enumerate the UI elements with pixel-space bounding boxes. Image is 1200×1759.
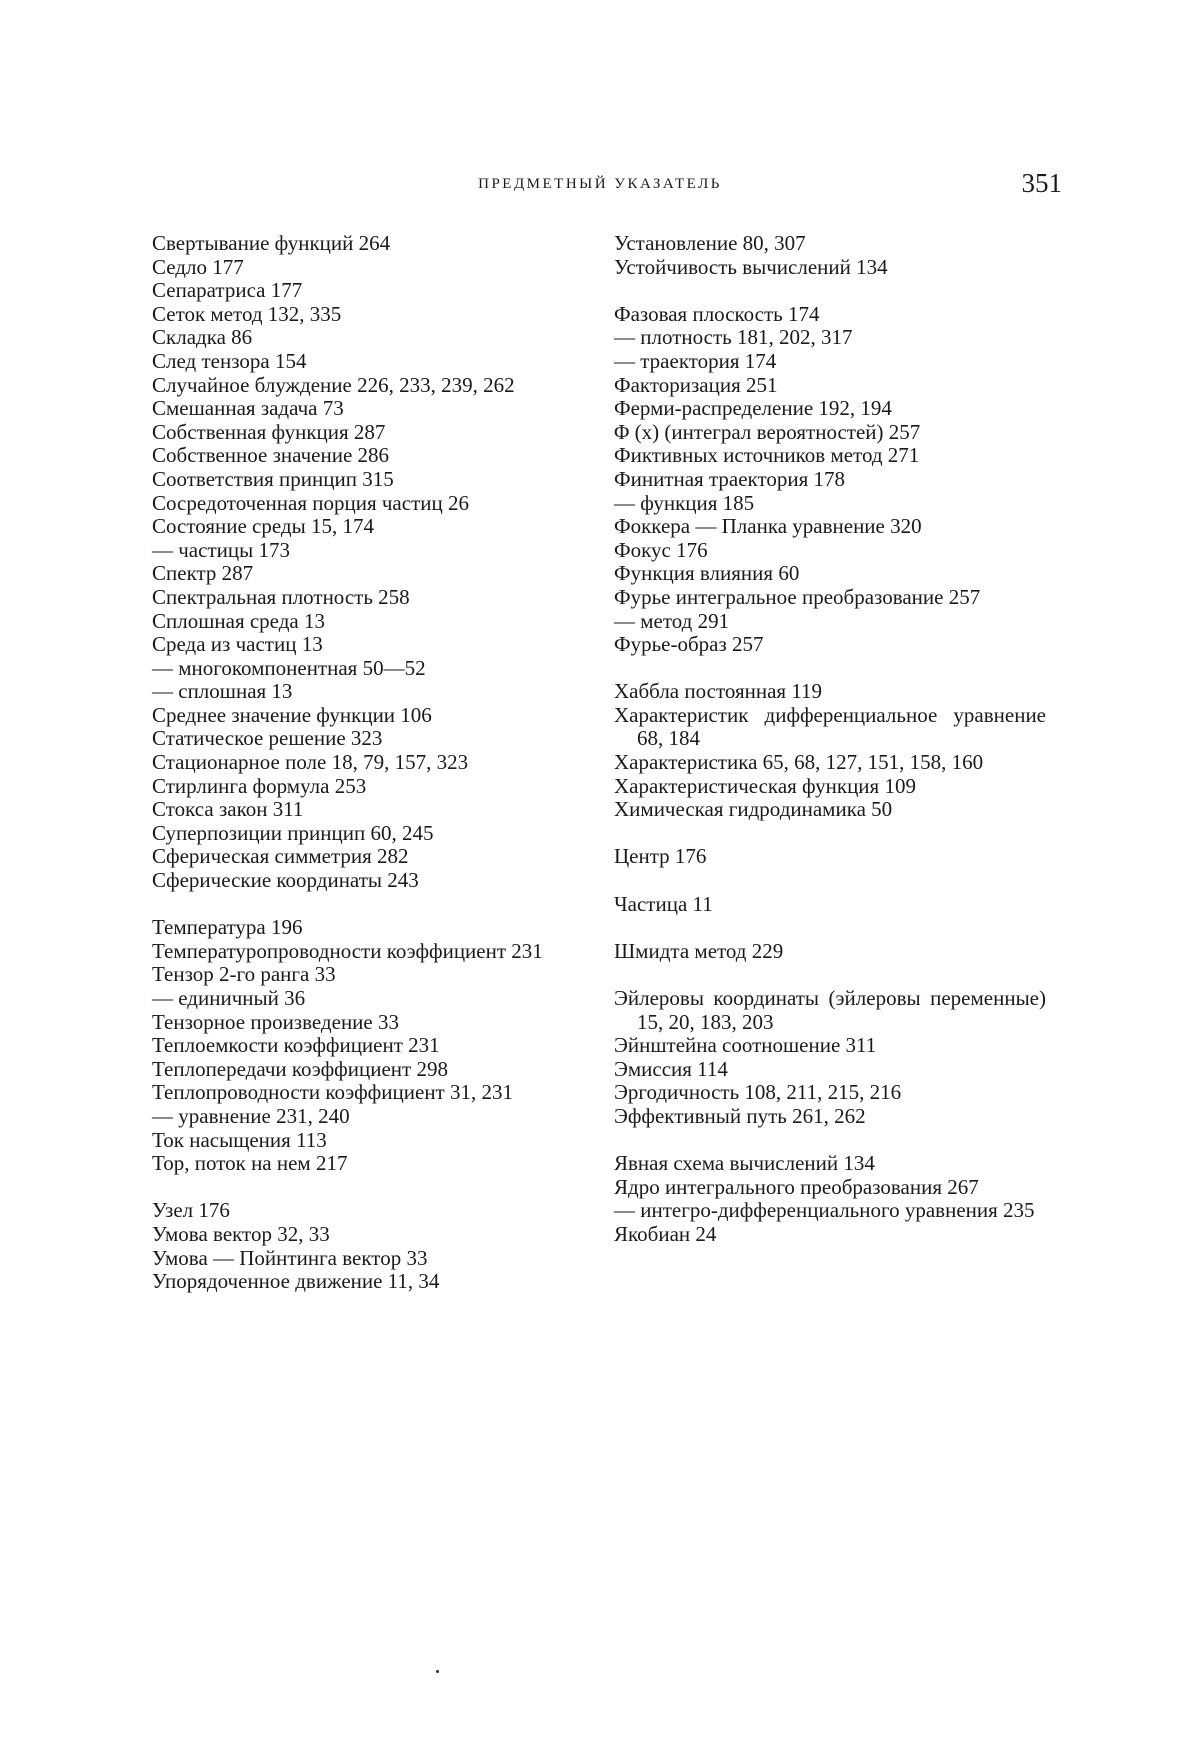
index-entry: Тензорное произведение 33	[152, 1009, 399, 1034]
index-entry: — сплошная 13	[152, 679, 293, 704]
index-entry: Теплоемкости коэффициент 231	[152, 1033, 440, 1058]
index-entry: Устойчивость вычислений 134	[614, 254, 888, 279]
index-entry: Суперпозиции принцип 60, 245	[152, 820, 434, 845]
index-entry: Свертывание функций 264	[152, 231, 391, 255]
index-entry: Спектральная плотность 258	[152, 584, 410, 609]
page-header	[150, 168, 1062, 206]
index-entry: След тензора 154	[152, 348, 307, 373]
index-entry: Упорядоченное движение 11, 34	[152, 1269, 440, 1294]
index-entry: Характеристик дифференциальное уравнение 68, 184	[614, 702, 1046, 751]
index-entry: Ток насыщения 113	[152, 1127, 327, 1152]
index-entry: Центр 176	[614, 844, 707, 869]
index-entry: Умова вектор 32, 33	[152, 1221, 330, 1246]
index-entry: Сосредоточенная порция частиц 26	[152, 490, 469, 515]
index-entry: Ядро интегрального преобразования 267	[614, 1174, 979, 1199]
index-entry: Сферические координаты 243	[152, 868, 419, 893]
index-entry: Фурье интегральное преобразование 257	[614, 584, 981, 609]
index-column-left	[152, 232, 584, 1294]
index-entry: — частицы 173	[152, 537, 290, 562]
index-entry: Спектр 287	[152, 561, 254, 586]
index-entry: — функция 185	[614, 490, 755, 515]
index-entry: Статическое решение 323	[152, 726, 383, 751]
page-number: 351	[1021, 168, 1062, 198]
index-entry: Эргодичность 108, 211, 215, 216	[614, 1080, 902, 1105]
running-title: ПРЕДМЕТНЫЙ УКАЗАТЕЛЬ	[478, 176, 722, 192]
index-entry: Сплошная среда 13	[152, 608, 325, 633]
index-entry: Стокса закон 311	[152, 797, 304, 822]
index-entry: Тензор 2-го ранга 33	[152, 962, 336, 987]
index-entry: Стационарное поле 18, 79, 157, 323	[152, 750, 469, 775]
index-entry: Среда из частиц 13	[152, 632, 323, 657]
index-entry: Φ (x) (интеграл вероятностей) 257	[614, 419, 921, 444]
index-entry: Функция влияния 60	[614, 561, 800, 586]
index-entry: — многокомпонентная 50—52	[152, 655, 426, 680]
index-entry: Температура 196	[152, 915, 303, 940]
index-entry: Химическая гидродинамика 50	[614, 797, 893, 822]
index-entry: Фиктивных источников метод 271	[614, 443, 920, 468]
stray-mark	[436, 1670, 439, 1673]
index-entry: Соответствия принцип 315	[152, 466, 394, 491]
index-entry: Собственная функция 287	[152, 419, 386, 444]
index-entry: — уравнение 231, 240	[152, 1103, 350, 1128]
index-entry: Узел 176	[152, 1198, 230, 1223]
index-entry: Эмиссия 114	[614, 1056, 728, 1081]
index-entry: Якобиан 24	[614, 1221, 717, 1246]
index-entry: Сепаратриса 177	[152, 278, 303, 303]
index-entry: Собственное значение 286	[152, 443, 390, 468]
index-entry: — единичный 36	[152, 986, 306, 1010]
index-entry: — метод 291	[614, 608, 730, 633]
index-entry: Теплопередачи коэффициент 298	[152, 1056, 448, 1081]
index-entry: Хаббла постоянная 119	[614, 679, 823, 704]
index-column-right	[614, 232, 1046, 1247]
index-entry: Явная схема вычислений 134	[614, 1151, 875, 1176]
index-entry: Седло 177	[152, 254, 244, 279]
index-entry: Умова — Пойнтинга вектор 33	[152, 1245, 428, 1270]
index-entry: Эйнштейна соотношение 311	[614, 1033, 877, 1058]
index-entry: Сферическая симметрия 282	[152, 844, 409, 869]
index-entry: Теплопроводности коэффициент 31, 231	[152, 1080, 513, 1105]
index-entry: Эффективный путь 261, 262	[614, 1103, 866, 1128]
index-entry: Сеток метод 132, 335	[152, 301, 342, 326]
index-entry: Характеристическая функция 109	[614, 773, 916, 798]
index-entry: Финитная траектория 178	[614, 466, 845, 491]
index-entry: — плотность 181, 202, 317	[614, 325, 853, 350]
index-entry: Тор, поток на нем 217	[152, 1151, 348, 1176]
index-entry: — интегро-дифференциального уравнения 235	[614, 1198, 1035, 1223]
index-entry: Фокус 176	[614, 537, 708, 562]
index-entry: Температуропроводности коэффициент 231	[152, 938, 543, 963]
index-entry: Шмидта метод 229	[614, 938, 784, 963]
index-entry: Характеристика 65, 68, 127, 151, 158, 160	[614, 750, 984, 775]
index-entry: Стирлинга формула 253	[152, 773, 367, 798]
index-entry: Случайное блуждение 226, 233, 239, 262	[152, 372, 515, 397]
index-entry: Эйлеровы координаты (эйлеровы переменные) 15, 20, 183, 203	[614, 986, 1046, 1034]
index-entry: Ферми-распределение 192, 194	[614, 396, 892, 421]
index-entry: Факторизация 251	[614, 372, 778, 397]
index-entry: Фоккера — Планка уравнение 320	[614, 514, 922, 539]
index-entry: Смешанная задача 73	[152, 396, 344, 421]
index-entry: Установление 80, 307	[614, 231, 806, 255]
index-entry: Состояние среды 15, 174	[152, 514, 374, 539]
index-entry: Фазовая плоскость 174	[614, 301, 820, 326]
index-entry: Среднее значение функции 106	[152, 702, 432, 727]
index-entry: Фурье-образ 257	[614, 632, 764, 657]
index-entry: Частица 11	[614, 891, 713, 916]
index-entry: — траектория 174	[614, 348, 777, 373]
index-entry: Складка 86	[152, 325, 253, 350]
